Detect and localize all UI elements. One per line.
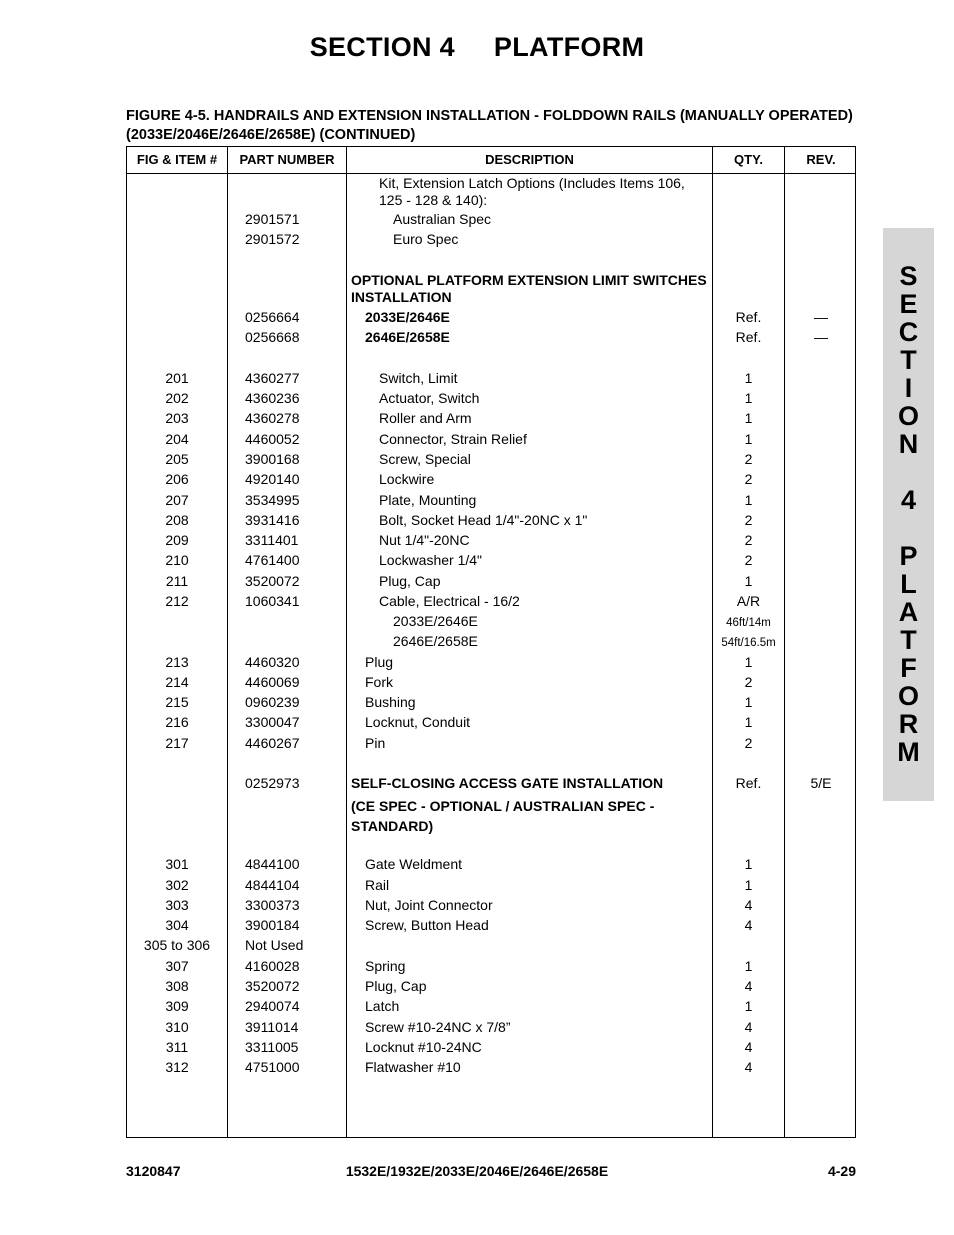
qty-cell: 4 xyxy=(744,1019,753,1035)
item-number-cell: 208 xyxy=(165,512,189,528)
description-cell: Actuator, Switch xyxy=(379,390,480,406)
item-number-cell: 304 xyxy=(165,917,189,933)
side-tab-letter: P xyxy=(899,541,918,571)
qty-cell: 1 xyxy=(744,654,753,670)
part-number-cell: 0256664 xyxy=(245,309,300,325)
part-number-cell: 2901572 xyxy=(245,231,300,247)
description-cell: Cable, Electrical - 16/2 xyxy=(379,593,520,609)
part-number-cell: 2940074 xyxy=(245,998,300,1014)
part-number-cell: 3520072 xyxy=(245,978,300,994)
description-cell: Locknut #10-24NC xyxy=(365,1039,482,1055)
parts-table xyxy=(126,146,856,1138)
item-number-cell: 213 xyxy=(165,654,189,670)
qty-cell: 4 xyxy=(744,1059,753,1075)
qty-cell: 1 xyxy=(744,431,753,447)
item-number-cell: 301 xyxy=(165,856,189,872)
description-cell: Bushing xyxy=(365,694,416,710)
description-cell: Fork xyxy=(365,674,393,690)
item-number-cell: 311 xyxy=(165,1039,189,1055)
item-number-cell: 307 xyxy=(165,958,189,974)
item-number-cell: 212 xyxy=(165,593,189,609)
side-tab-letter: O xyxy=(897,681,919,711)
footer-doc-number: 3120847 xyxy=(126,1163,181,1179)
part-number-cell: 3534995 xyxy=(245,492,300,508)
item-number-cell: 217 xyxy=(165,735,189,751)
qty-cell: 1 xyxy=(744,370,753,386)
qty-cell: 1 xyxy=(744,958,753,974)
part-number-cell: 3311401 xyxy=(245,532,299,548)
qty-cell: 4 xyxy=(744,1039,753,1055)
description-cell: SELF-CLOSING ACCESS GATE INSTALLATION xyxy=(351,775,664,791)
qty-cell: 2 xyxy=(744,471,753,487)
item-number-cell: 312 xyxy=(165,1059,189,1075)
item-number-cell: 309 xyxy=(165,998,189,1014)
description-cell: Spring xyxy=(365,958,406,974)
description-cell: Screw #10-24NC x 7/8” xyxy=(365,1019,511,1035)
column-divider xyxy=(227,147,228,1137)
description-cell: Rail xyxy=(365,877,390,893)
description-cell: Screw, Special xyxy=(379,451,471,467)
part-number-cell: 3931416 xyxy=(245,512,300,528)
header-description: DESCRIPTION xyxy=(485,152,574,167)
part-number-cell: 3520072 xyxy=(245,573,300,589)
qty-cell: 1 xyxy=(744,998,753,1014)
header-qty: QTY. xyxy=(734,152,763,167)
part-number-cell: Not Used xyxy=(245,937,304,953)
description-cell: Bolt, Socket Head 1/4"-20NC x 1" xyxy=(379,512,588,528)
qty-cell: 1 xyxy=(744,573,753,589)
qty-cell: 4 xyxy=(744,978,753,994)
rev-cell: — xyxy=(814,309,828,325)
item-number-cell: 308 xyxy=(165,978,189,994)
part-number-cell: 1060341 xyxy=(245,593,300,609)
side-tab-letter: L xyxy=(900,569,917,599)
description-cell: Gate Weldment xyxy=(365,856,463,872)
side-tab-letter: O xyxy=(897,401,919,431)
item-number-cell: 210 xyxy=(165,552,189,568)
part-number-cell: 4761400 xyxy=(245,552,300,568)
part-number-cell: 4460069 xyxy=(245,674,300,690)
qty-cell: Ref. xyxy=(735,309,762,325)
item-number-cell: 201 xyxy=(165,370,189,386)
description-cell: Euro Spec xyxy=(393,231,459,247)
description-cell: Australian Spec xyxy=(393,211,492,227)
qty-cell: 1 xyxy=(744,714,753,730)
qty-cell: 1 xyxy=(744,492,753,508)
description-cell: 2646E/2658E xyxy=(365,329,450,345)
description-cell: (CE SPEC - OPTIONAL / AUSTRALIAN SPEC - STANDARD) xyxy=(351,798,655,834)
section-side-tab xyxy=(883,228,934,801)
description-cell: Connector, Strain Relief xyxy=(379,431,527,447)
item-number-cell: 214 xyxy=(165,674,189,690)
description-cell: Switch, Limit xyxy=(379,370,458,386)
part-number-cell: 4360236 xyxy=(245,390,300,406)
description-cell: Latch xyxy=(365,998,400,1014)
side-tab-letter: T xyxy=(900,625,917,655)
description-cell: Lockwasher 1/4" xyxy=(379,552,483,568)
part-number-cell: 0960239 xyxy=(245,694,300,710)
part-number-cell: 4360277 xyxy=(245,370,300,386)
item-number-cell: 203 xyxy=(165,410,189,426)
item-number-cell: 302 xyxy=(165,877,189,893)
qty-cell: Ref. xyxy=(735,775,762,791)
description-cell: 2033E/2646E xyxy=(393,613,478,629)
qty-cell: 1 xyxy=(744,410,753,426)
description-cell: 2033E/2646E xyxy=(365,309,450,325)
part-number-cell: 3900168 xyxy=(245,451,300,467)
qty-cell: 4 xyxy=(744,917,753,933)
description-cell: Lockwire xyxy=(379,471,435,487)
rev-cell: 5/E xyxy=(810,775,832,791)
header-divider xyxy=(127,173,855,174)
qty-cell: 2 xyxy=(744,451,753,467)
part-number-cell: 4844104 xyxy=(245,877,300,893)
side-tab-letter: S xyxy=(899,261,918,291)
part-number-cell: 3300373 xyxy=(245,897,300,913)
qty-cell: 1 xyxy=(744,856,753,872)
qty-cell: 2 xyxy=(744,674,753,690)
qty-cell: 4 xyxy=(744,897,753,913)
description-cell: Plug, Cap xyxy=(379,573,441,589)
qty-cell: A/R xyxy=(736,593,761,609)
qty-cell: 46ft/14m xyxy=(726,617,771,629)
description-cell: Roller and Arm xyxy=(379,410,472,426)
item-number-cell: 310 xyxy=(165,1019,189,1035)
item-number-cell: 216 xyxy=(165,714,189,730)
header-part-number: PART NUMBER xyxy=(239,152,335,167)
qty-cell: 2 xyxy=(744,512,753,528)
description-cell: Locknut, Conduit xyxy=(365,714,471,730)
side-tab-letter: T xyxy=(900,345,917,375)
description-cell: Screw, Button Head xyxy=(365,917,489,933)
qty-cell: 1 xyxy=(744,390,753,406)
description-cell: Kit, Extension Latch Options (Includes Items 106, 125 - 128 & 140): xyxy=(379,175,685,208)
part-number-cell: 3900184 xyxy=(245,917,300,933)
item-number-cell: 202 xyxy=(165,390,189,406)
part-number-cell: 4920140 xyxy=(245,471,300,487)
side-tab-letter: 4 xyxy=(900,485,917,515)
column-divider xyxy=(784,147,785,1137)
qty-cell: 2 xyxy=(744,552,753,568)
qty-cell: 2 xyxy=(744,532,753,548)
qty-cell: 1 xyxy=(744,694,753,710)
item-number-cell: 209 xyxy=(165,532,189,548)
item-number-cell: 205 xyxy=(165,451,189,467)
part-number-cell: 4751000 xyxy=(245,1059,300,1075)
description-cell: Flatwasher #10 xyxy=(365,1059,461,1075)
description-cell: Pin xyxy=(365,735,386,751)
part-number-cell: 0256668 xyxy=(245,329,300,345)
part-number-cell: 4460320 xyxy=(245,654,300,670)
part-number-cell: 3911014 xyxy=(245,1019,299,1035)
side-tab-letter: A xyxy=(898,597,919,627)
description-cell: Plug, Cap xyxy=(365,978,427,994)
side-tab-letter: F xyxy=(900,653,917,683)
item-number-cell: 303 xyxy=(165,897,189,913)
column-divider xyxy=(346,147,347,1137)
item-number-cell: 207 xyxy=(165,492,189,508)
qty-cell: Ref. xyxy=(735,329,762,345)
part-number-cell: 3300047 xyxy=(245,714,300,730)
side-tab-letter: R xyxy=(898,709,919,739)
item-number-cell: 215 xyxy=(165,694,189,710)
description-cell: Nut, Joint Connector xyxy=(365,897,493,913)
part-number-cell: 4844100 xyxy=(245,856,300,872)
part-number-cell: 3311005 xyxy=(245,1039,299,1055)
part-number-cell: 0252973 xyxy=(245,775,300,791)
item-number-cell: 206 xyxy=(165,471,189,487)
side-tab-letter: M xyxy=(897,737,920,767)
side-tab-letter: I xyxy=(904,373,913,403)
side-tab-letter: N xyxy=(898,429,919,459)
qty-cell: 54ft/16.5m xyxy=(721,637,776,649)
part-number-cell: 4460052 xyxy=(245,431,300,447)
part-number-cell: 2901571 xyxy=(245,211,300,227)
description-cell: Plate, Mounting xyxy=(379,492,477,508)
rev-cell: — xyxy=(814,329,828,345)
qty-cell: 2 xyxy=(744,735,753,751)
item-number-cell: 305 to 306 xyxy=(143,937,211,953)
figure-title: FIGURE 4-5. HANDRAILS AND EXTENSION INSTALLATION - FOLDDOWN RAILS (MANUALLY OPERATED) (2033E/2046E/2646E/2658E) (CONTINUED) xyxy=(126,108,853,143)
footer-page-number: 4-29 xyxy=(827,1163,856,1179)
part-number-cell: 4460267 xyxy=(245,735,300,751)
side-tab-letter: E xyxy=(899,289,918,319)
header-rev: REV. xyxy=(806,152,836,167)
description-cell: Plug xyxy=(365,654,394,670)
header-item: FIG & ITEM # xyxy=(136,152,218,167)
item-number-cell: 211 xyxy=(165,573,189,589)
description-cell: Nut 1/4"-20NC xyxy=(379,532,470,548)
part-number-cell: 4360278 xyxy=(245,410,300,426)
description-cell: 2646E/2658E xyxy=(393,633,478,649)
qty-cell: 1 xyxy=(744,877,753,893)
item-number-cell: 204 xyxy=(165,431,189,447)
description-cell: OPTIONAL PLATFORM EXTENSION LIMIT SWITCHES INSTALLATION xyxy=(351,272,707,305)
part-number-cell: 4160028 xyxy=(245,958,300,974)
footer-models: 1532E/1932E/2033E/2046E/2646E/2658E xyxy=(345,1163,609,1179)
side-tab-letter: C xyxy=(898,317,919,347)
section-title: SECTION 4 PLATFORM xyxy=(309,32,645,62)
